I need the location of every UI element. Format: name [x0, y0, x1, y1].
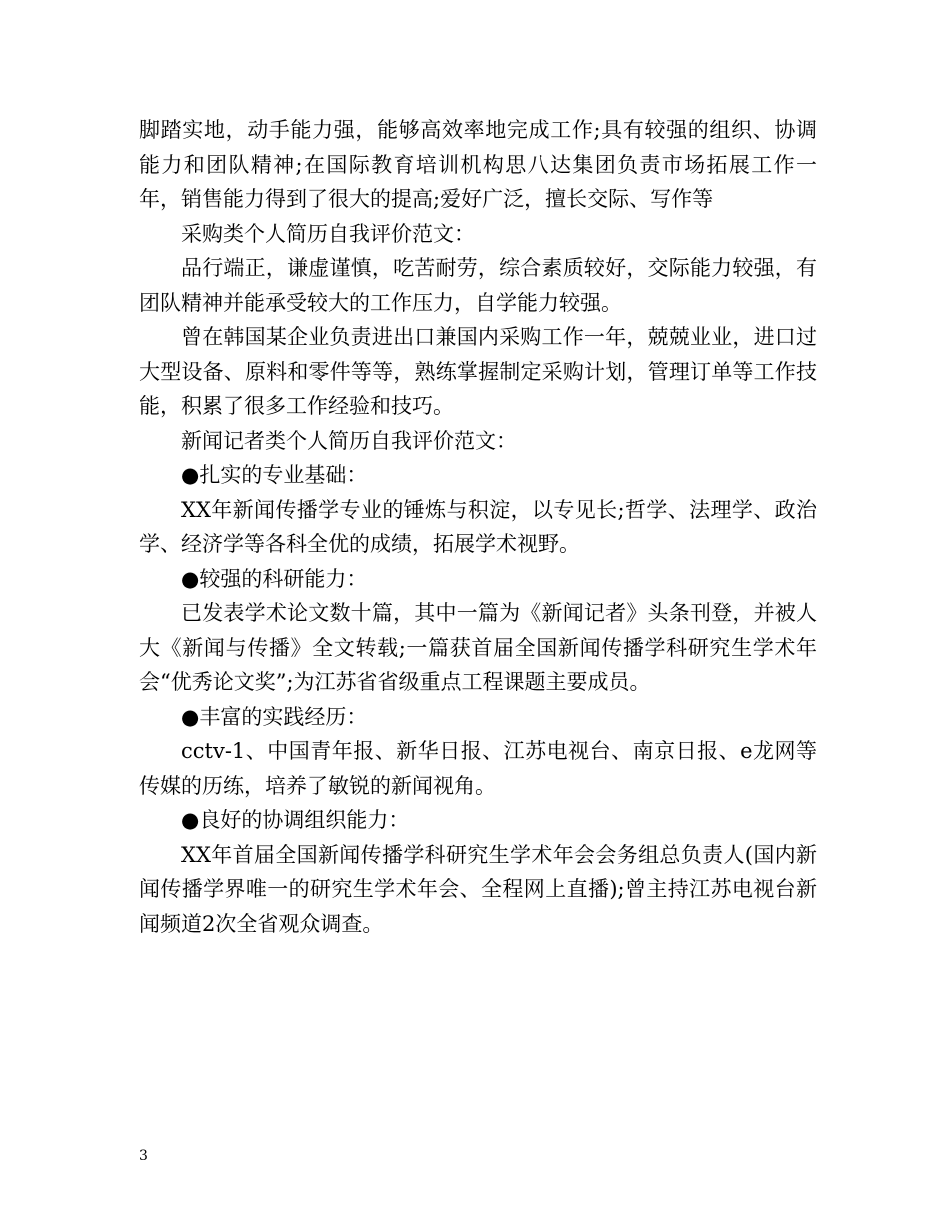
paragraph: 品行端正，谦虚谨慎，吃苦耐劳，综合素质较好，交际能力较强，有团队精神并能承受较大的工作压力，自学能力较强。	[139, 256, 817, 315]
page-number: 3	[139, 1148, 148, 1164]
bullet-heading: ●扎实的专业基础：	[181, 463, 368, 487]
bullet-heading: ●丰富的实践经历：	[181, 704, 368, 729]
paragraph: cctv-1、中国青年报、新华日报、江苏电视台、南京日报、e龙网等传媒的历练，培养了敏锐的新闻视角。	[139, 739, 817, 798]
section-heading: 新闻记者类个人简历自我评价范文：	[181, 428, 517, 453]
paragraph: 脚踏实地，动手能力强，能够高效率地完成工作;具有较强的组织、协调能力和团队精神;在国际教育培训机构思八达集团负责市场拓展工作一年，销售能力得到了很大的提高;爱好广泛，擅长交际、写作等	[139, 118, 817, 211]
bullet-heading: ●良好的协调组织能力：	[181, 808, 410, 832]
paragraph: 已发表学术论文数十篇，其中一篇为《新闻记者》头条刊登，并被人大《新闻与传播》全文转载;一篇获首届全国新闻传播学科研究生学术年会“优秀论文奖”;为江苏省省级重点工程课题主要成员。	[139, 601, 817, 694]
section-heading: 采购类个人简历自我评价范文：	[181, 221, 475, 246]
document-body	[139, 113, 817, 941]
paragraph: XX年新闻传播学专业的锤炼与积淀，以专见长;哲学、法理学、政治学、经济学等各科全优的成绩，拓展学术视野。	[139, 497, 817, 556]
paragraph: 曾在韩国某企业负责进出口兼国内采购工作一年，兢兢业业，进口过大型设备、原料和零件等等，熟练掌握制定采购计划，管理订单等工作技能，积累了很多工作经验和技巧。	[139, 325, 817, 418]
paragraph: XX年首届全国新闻传播学科研究生学术年会会务组总负责人(国内新闻传播学界唯一的研究生学术年会、全程网上直播);曾主持江苏电视台新闻频道2次全省观众调查。	[139, 842, 817, 936]
bullet-heading: ●较强的科研能力：	[181, 566, 368, 591]
